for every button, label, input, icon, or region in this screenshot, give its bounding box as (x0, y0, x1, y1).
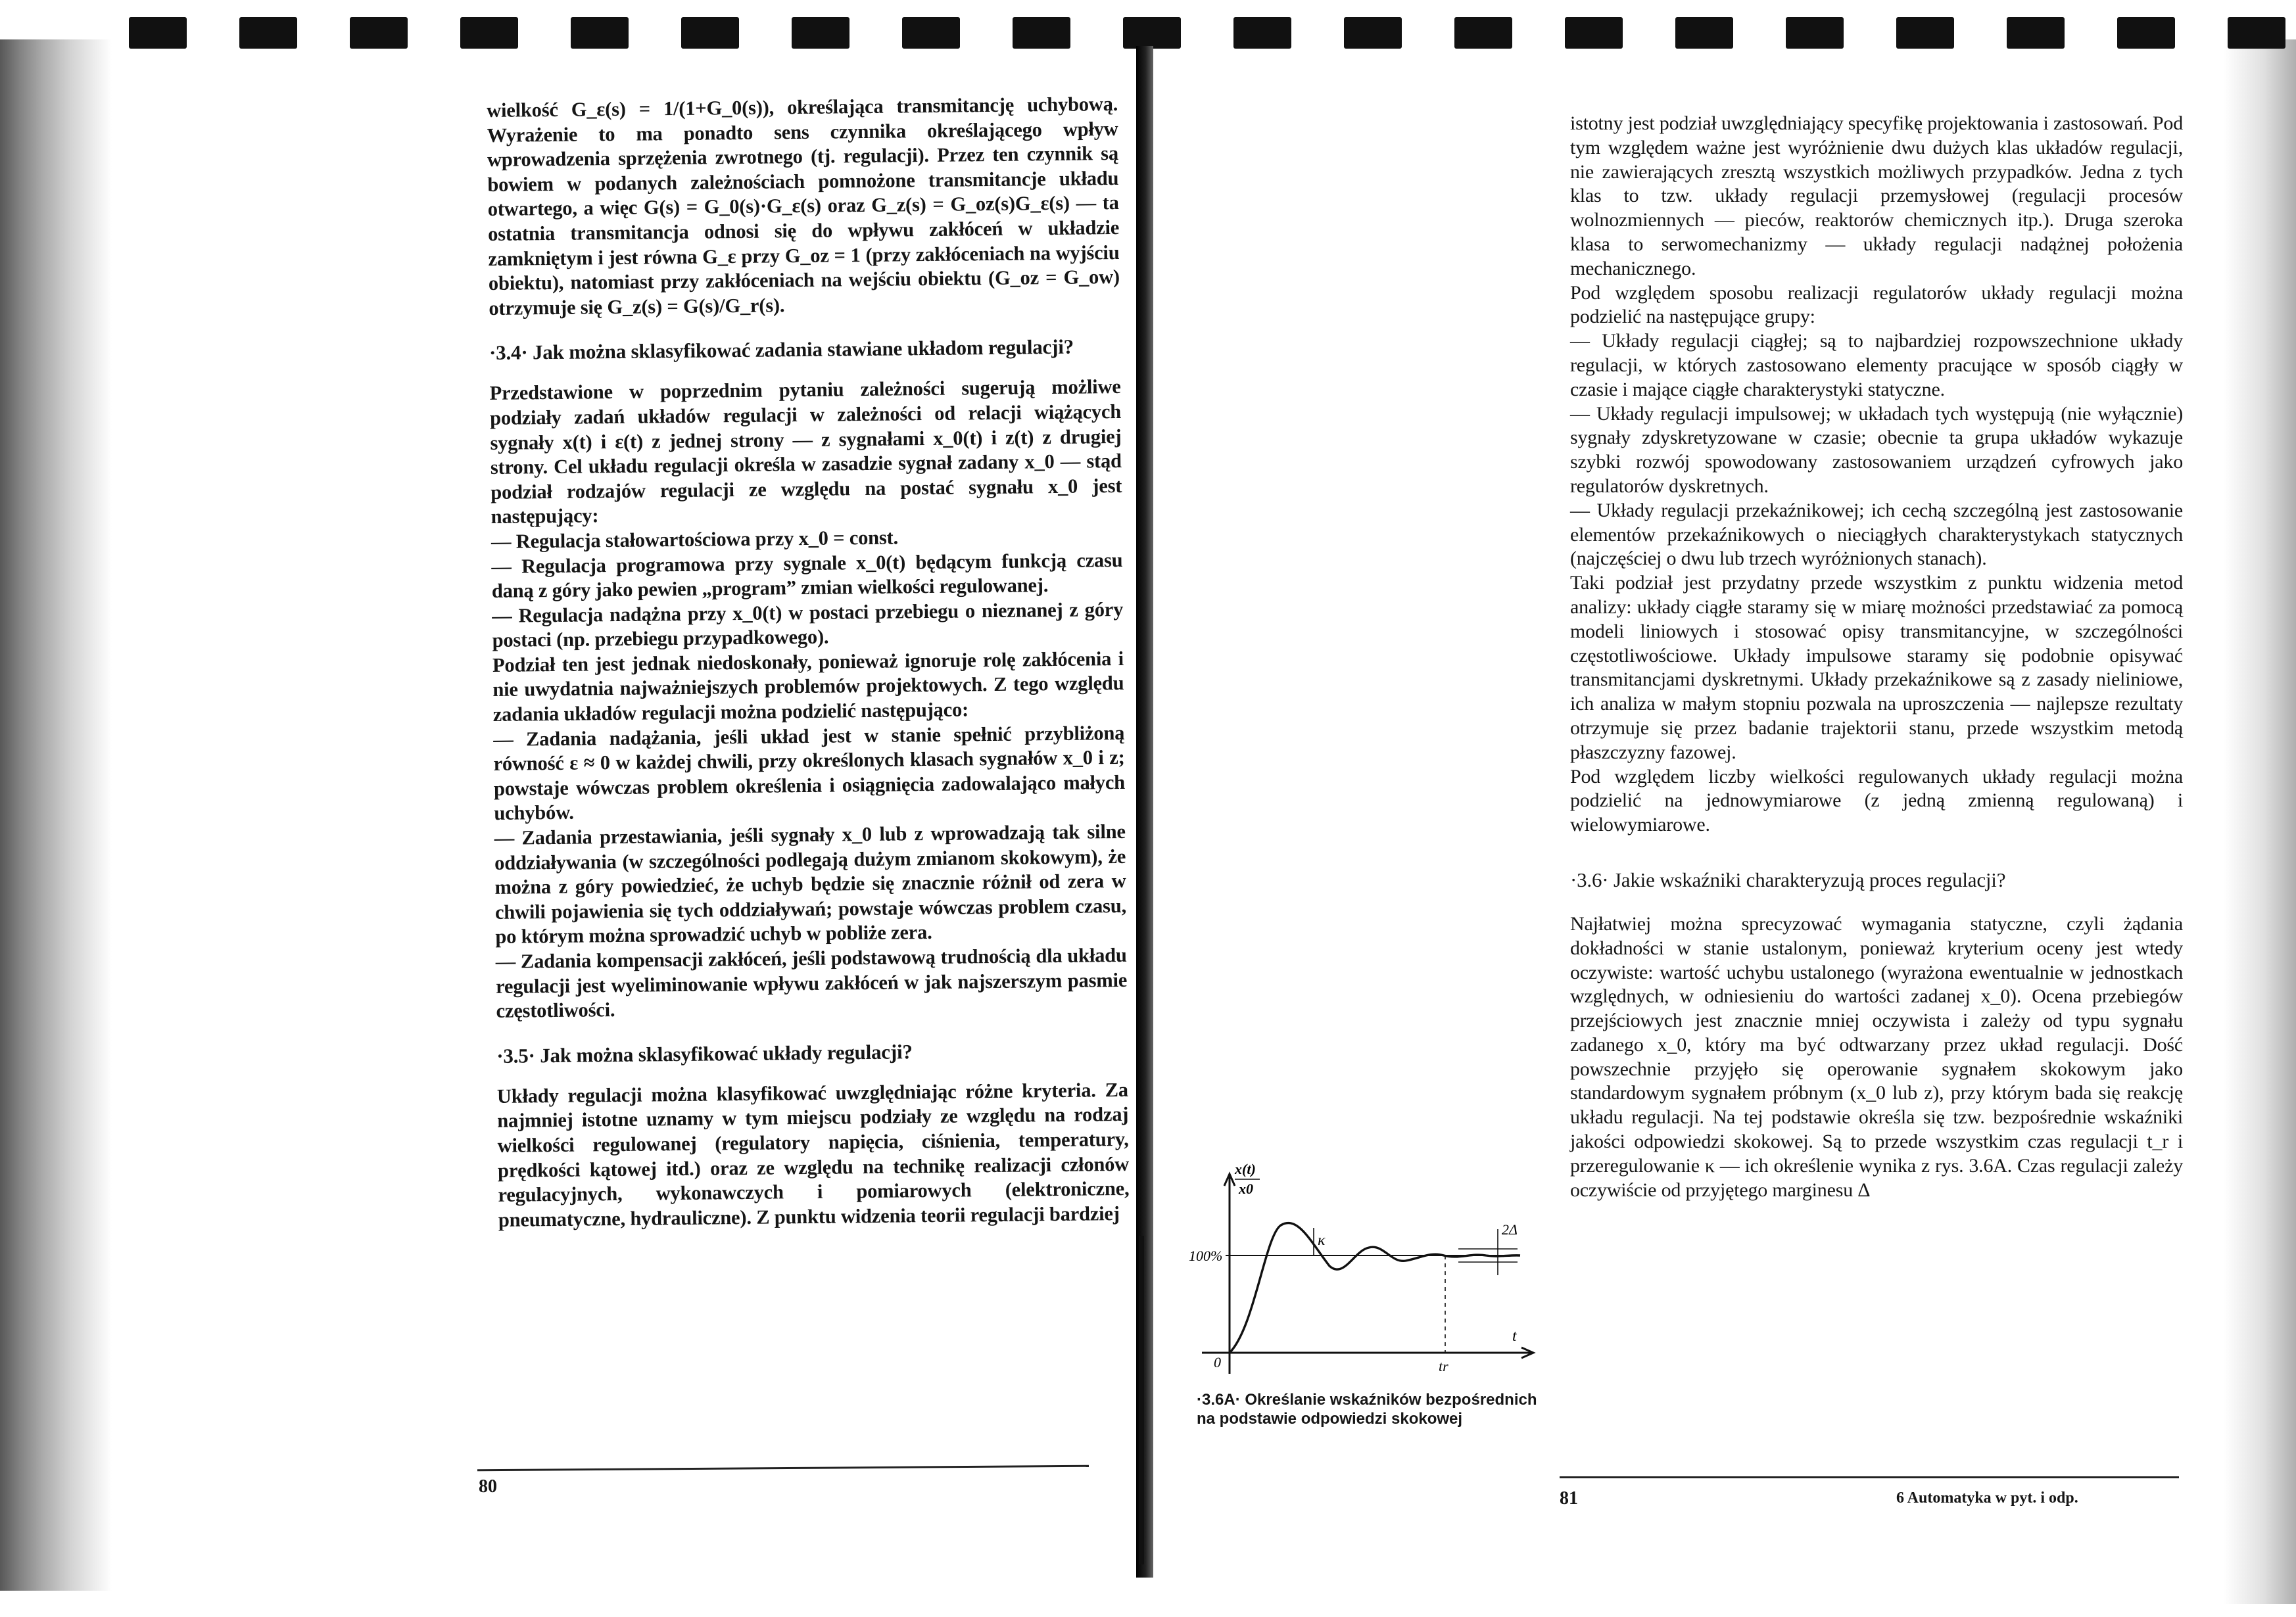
right-page-column (1570, 112, 2183, 1202)
y-label-top: x(t) (1235, 1161, 1256, 1177)
paragraph: — Układy regulacji przekaźnikowej; ich cechą szczególną jest zastosowanie elementów przekaźnikowych o nieciągłych charakterystykach statycznych (najczęściej o dwu lub trzech wyróżnionych stanach). (1570, 499, 2183, 570)
perforation-mark (902, 17, 960, 49)
step-response-curve (1230, 1223, 1520, 1353)
footer-rule-left (477, 1465, 1089, 1471)
perforation-mark (350, 17, 408, 49)
perforation-mark (571, 17, 629, 49)
paragraph: Pod względem liczby wielkości regulowanych układy regulacji można podzielić na jednowymiarowe (z jedną zmienną regulowaną) i wielowymiarowe. (1570, 765, 2183, 836)
page-number-left: 80 (479, 1476, 497, 1497)
perforation-mark (460, 17, 518, 49)
book-gutter-line (1139, 1236, 1144, 1564)
paragraph: — Regulacja nadążna przy x_0(t) w postaci przebiegu o nieznanej z góry postaci (np. przebiegu przypadkowego). (492, 598, 1124, 652)
origin-label: 0 (1214, 1354, 1221, 1371)
paragraph: Układy regulacji można klasyfikować uwzględniając różne kryteria. Za najmniej istotne uznamy w tym miejscu podziały ze względu na rodzaj wielkości regulowanej (regulatory napięcia, ciśnienia, temperatury, prędkości kątowej itd.) oraz ze względu na technikę realizacji członów regulacyjnych, wykonawczych i pomiarowych (elektroniczne, pneumatyczne, hydrauliczne). Z punktu widzenia teorii regulacji bardziej (496, 1078, 1130, 1231)
paragraph: Przedstawione w poprzednim pytaniu zależności sugerują możliwe podziały zadań układów regulacji w zależności od relacji wiążących sygnały x(t) i ε(t) z jednej strony — z sygnałami x_0(t) i z(t) z drugiej strony. Cel układu regulacji określa w zasadzie sygnał zadany x_0 — stąd podział rodzajów regulacji ze względu na postać sygnału x_0 jest następujący: (489, 375, 1122, 528)
perforation-mark (1565, 17, 1623, 49)
left-page-column (487, 92, 1130, 1232)
section-title-3-4: ·3.4· Jak można sklasyfikować zadania stawiane układom regulacji? (489, 335, 1074, 365)
y-label-bottom: x0 (1239, 1181, 1253, 1197)
scan-right-edge (2224, 39, 2296, 1604)
paragraph: — Zadania nadążania, jeśli układ jest w stanie spełnić przybliżoną równość ε ≈ 0 w każdej chwili, przy określonych klasach sygnałów x_0 i z; powstaje wówczas problem określenia i osiągnięcia zadowalająco małych uchybów. (493, 721, 1126, 825)
overshoot-label: κ (1318, 1232, 1326, 1249)
perforation-mark (2007, 17, 2065, 49)
perforation-mark (2117, 17, 2175, 49)
paragraph: Najłatwiej można sprecyzować wymagania statyczne, czyli żądania dokładności w stanie ustalonym, ponieważ kryterium oceny jest wtedy oczywiste: wartość uchybu ustalonego (wyrażona ewentualnie w jednostkach względnych, w odniesieniu do wartości zadanej x_0). Ocena przebiegów przejściowych jest znacznie mniej oczywista i zależy od typu sygnału zadanego x_0, który ma być odtwarzany przez układ regulacji. Dość powszechnie przyjęło się operowanie sygnałem skokowym jako standardowym sygnałem próbnym (x_0 lub z), przy którym bada się reakcję układu regulacji. Na tej podstawie określa się tzw. bezpośrednie wskaźniki jakości odpowiedzi skokowej. Są to przede wszystkim czas regulacji t_r i przeregulowanie κ — ich określenie wynika z rys. 3.6A. Czas regulacji zależy oczywiście od przyjętego marginesu Δ (1570, 912, 2183, 1201)
perforation-mark (1675, 17, 1733, 49)
tr-label: tr (1439, 1358, 1448, 1374)
figure-caption: ·3.6A· Określanie wskaźników bezpośrednich na podstawie odpowiedzi skokowej (1197, 1391, 1537, 1428)
paragraph: Taki podział jest przydatny przede wszystkim z punktu widzenia metod analizy: układy ciągłe staramy się w miarę możności przedstawiać za pomocą modeli liniowych i stosować opisy transmitancyjne, w szczególności częstotliwościowe. Układy impulsowe staramy się podobnie opisywać transmitancjami dyskretnymi. Układy przekaźnikowe są z zasady nieliniowe, ich analiza w małym stopniu pozwala na uproszczenia — najlepsze rezultaty otrzymuje się przez badanie trajektorii stanu, przede wszystkim metodą płaszczyzny fazowej. (1570, 572, 2183, 763)
paragraph: — Regulacja stałowartościowa przy x_0 = const. (490, 526, 899, 553)
section-3-4-body (490, 375, 1128, 1023)
perforation-mark (1454, 17, 1512, 49)
perforation-mark (2228, 17, 2285, 49)
perforation-mark (681, 17, 739, 49)
scan-left-edge (0, 39, 112, 1591)
perforation-mark (1786, 17, 1844, 49)
film-perforation-row (0, 17, 2296, 49)
perforation-mark (1233, 17, 1291, 49)
perforation-mark (129, 17, 187, 49)
step-response-figure (1182, 1157, 1550, 1380)
paragraph: — Układy regulacji impulsowej; w układach tych występują (nie wyłącznie) sygnały zdyskretyzowane w czasie; obecnie ta grupa układów wykazuje szybki rozwój spowodowany zastosowaniem urządzeń cyfrowych jako regulatorów dyskretnych. (1570, 402, 2183, 497)
band-label: 2Δ (1502, 1221, 1518, 1238)
paragraph: — Zadania przestawiania, jeśli sygnały x_0 lub z wprowadzają tak silne oddziaływania (w szczególności podlegają dużym zmianom skokowym), że można z góry powiedzieć, że uchyb będzie się znacznie różnił od zera w chwili pojawienia się tych oddziaływań; powstaje wówczas problem czasu, po którym można sprowadzić uchyb w pobliże zera. (494, 820, 1127, 949)
footer-rule-right (1560, 1476, 2179, 1478)
x-axis-label: t (1512, 1328, 1517, 1345)
perforation-mark (1896, 17, 1954, 49)
paragraph: — Układy regulacji ciągłej; są to najbardziej rozpowszechnione układy regulacji, w których zastosowano elementy pracujące w sposób ciągły w czasie i mające ciągłe charakterystyki statyczne. (1570, 330, 2183, 400)
paragraph: istotny jest podział uwzględniający specyfikę projektowania i zastosowań. Pod tym względem ważne jest wyróżnienie dwu dużych klas układów regulacji, nie zawierających zresztą wszystkich możliwych przypadków. Jedna z tych klas to tzw. układy regulacji przemysłowej (regulacji procesów wolnozmiennych — pieców, reaktorów chemicznych itp.). Druga szeroka klasa to serwomechanizmy — układy regulacji nadążnej położenia mechanicznego. (1570, 112, 2183, 279)
section-title-3-5: ·3.5· Jak można sklasyfikować układy regulacji? (496, 1040, 913, 1067)
perforation-mark (239, 17, 297, 49)
perforation-mark (792, 17, 849, 49)
level-label: 100% (1189, 1248, 1223, 1264)
paragraph: — Zadania kompensacji zakłóceń, jeśli podstawową trudnością dla układu regulacji jest wyeliminowanie wpływu zakłóceń w jak najszerszym pasmie częstotliwości. (495, 943, 1128, 1023)
paragraph: Pod względem sposobu realizacji regulatorów układy regulacji można podzielić na następujące grupy: (1570, 281, 2183, 328)
perforation-mark (1344, 17, 1402, 49)
paragraph: — Regulacja programowa przy sygnale x_0(t) będącym funkcją czasu daną z góry jako pewien „program” zmian wielkości regulowanej. (491, 548, 1123, 603)
paragraph: Podział ten jest jednak niedoskonały, ponieważ ignoruje rolę zakłócenia i nie uwydatnia najważniejszych problemów projektowych. Z tego względu zadania układów regulacji można podzielić następująco: (492, 647, 1124, 726)
paragraph: wielkość G_ε(s) = 1/(1+G_0(s)), określająca transmitancję uchybową. Wyrażenie to ma ponadto sens czynnika określającego wpływ wprowadzenia sprzężenia zwrotnego (tj. regulacji). Przez ten czynnik są bowiem w podanych zależnościach pomnożone transmitancje układu otwartego, a więc G(s) = G_0(s)·G_ε(s) oraz G_z(s) = G_oz(s)G_ε(s) — ta ostatnia transmitancja odnosi się do wpływu zakłóceń w układzie zamkniętym i jest równa G_ε przy G_oz = 1 (przy zakłóceniach na wyjściu obiektu), natomiast przy zakłóceniach na wejściu obiektu (G_oz = G_ow) otrzymuje się G_z(s) = G(s)/G_r(s). (487, 92, 1120, 319)
section-title-3-6: ·3.6· Jakie wskaźniki charakteryzują proces regulacji? (1570, 868, 2006, 891)
perforation-mark (1123, 17, 1181, 49)
footer-signature: 6 Automatyka w pyt. i odp. (1896, 1489, 2078, 1507)
page-number-right: 81 (1560, 1488, 1578, 1509)
perforation-mark (1013, 17, 1070, 49)
